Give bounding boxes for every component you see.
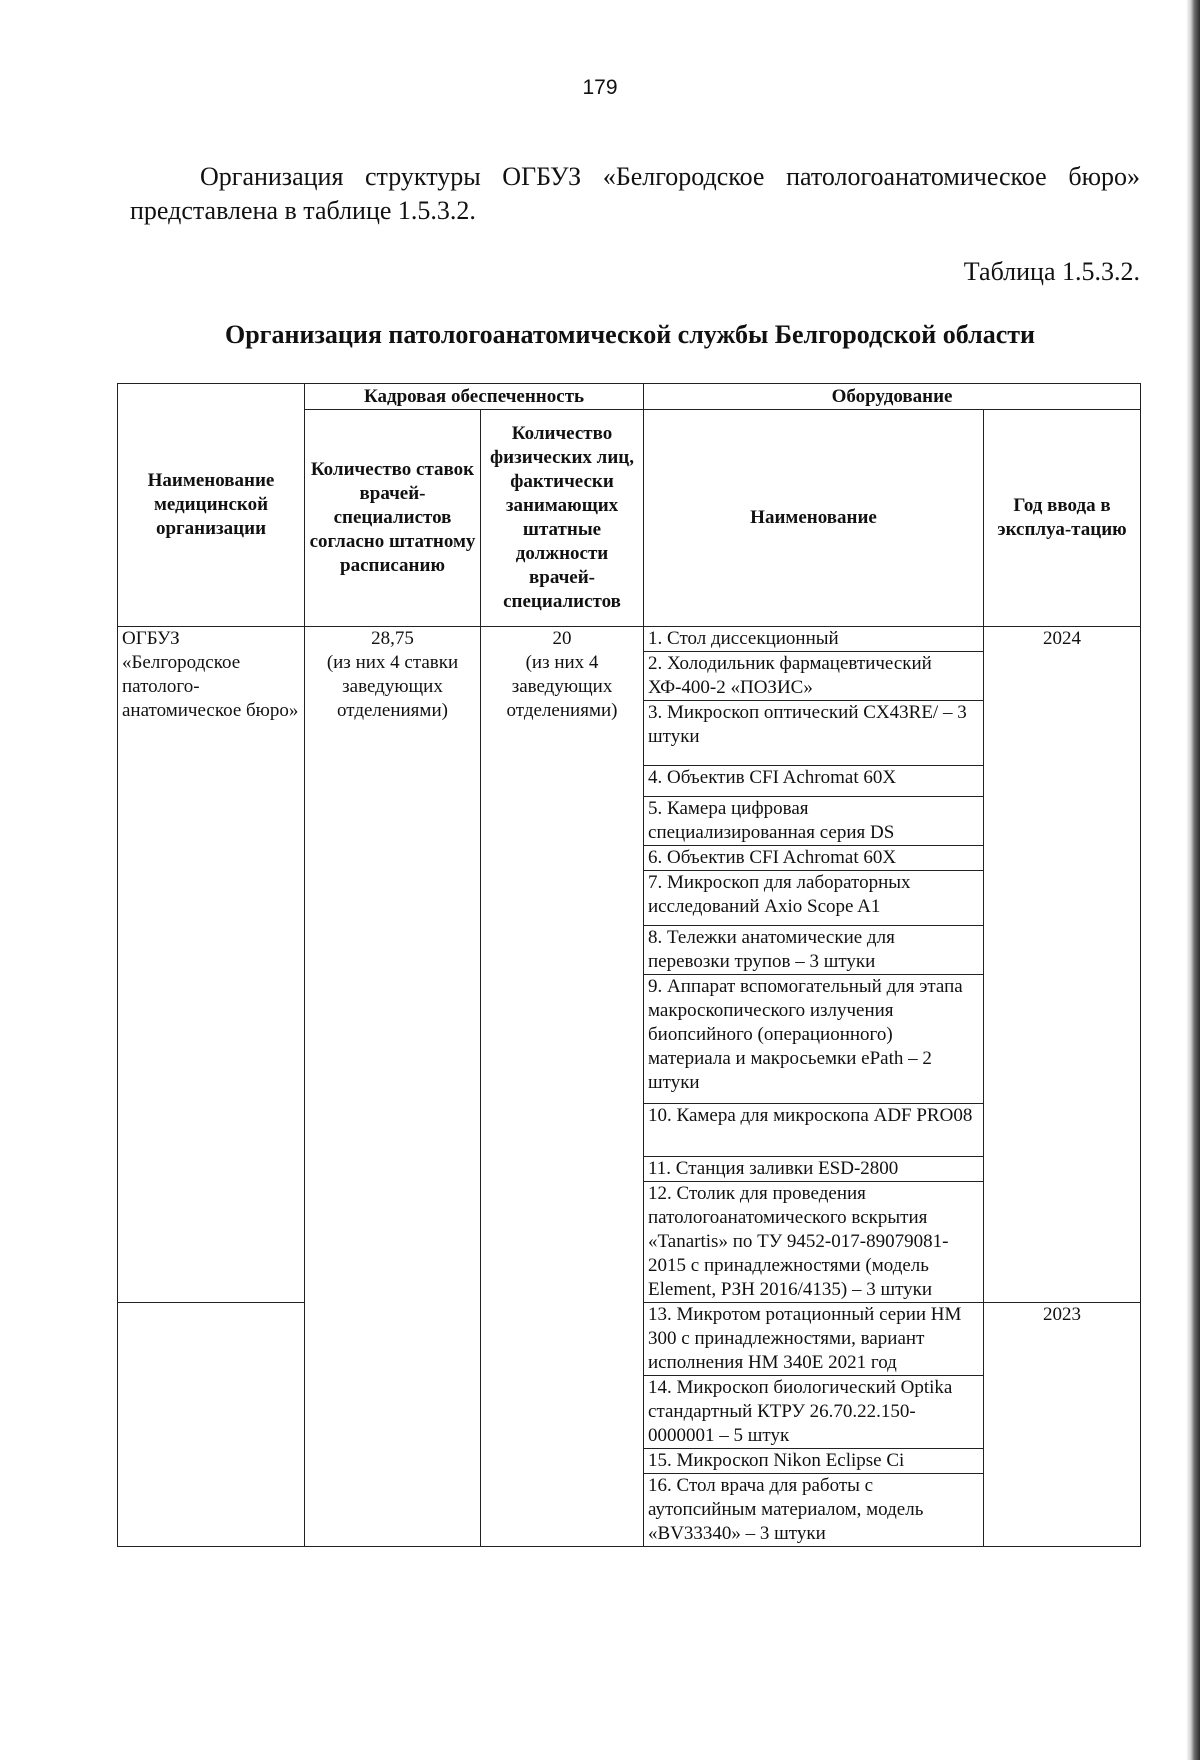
equipment-year-cell: 2024 bbox=[984, 627, 1141, 1303]
equipment-name-cell: 6. Объектив CFI Achromat 60X bbox=[644, 846, 984, 871]
equipment-name-cell: 8. Тележки анатомические для перевозки трупов – 3 штуки bbox=[644, 926, 984, 975]
org-name-continuation bbox=[118, 1303, 305, 1547]
equipment-name-cell: 9. Аппарат вспомогательный для этапа макроскопического излучения биопсийного (операционного) материала и макросьемки ePath – 2 штуки bbox=[644, 975, 984, 1104]
header-staffing: Кадровая обеспеченность bbox=[305, 384, 644, 410]
equipment-name-cell: 1. Стол диссекционный bbox=[644, 627, 984, 652]
organization-table bbox=[117, 383, 1141, 1547]
equipment-name-cell: 11. Станция заливки ESD-2800 bbox=[644, 1157, 984, 1182]
table-caption: Таблица 1.5.3.2. bbox=[963, 257, 1140, 286]
header-equipment: Оборудование bbox=[644, 384, 1141, 410]
positions-value: 28,75 bbox=[371, 628, 414, 649]
equipment-name-cell: 10. Камера для микроскопа ADF PRO08 bbox=[644, 1104, 984, 1157]
header-equipment-year: Год ввода в эксплуа-тацию bbox=[984, 410, 1141, 627]
equipment-name-cell: 4. Объектив CFI Achromat 60X bbox=[644, 766, 984, 797]
persons-cell bbox=[481, 627, 644, 1547]
header-row-1 bbox=[118, 384, 1141, 410]
org-name-cell: ОГБУЗ «Белгородское патолого-анатомическое бюро» bbox=[118, 627, 305, 1303]
persons-note: (из них 4 заведующих отделениями) bbox=[506, 652, 618, 721]
equipment-name-cell: 14. Микроскоп биологический Optika стандартный КТРУ 26.70.22.150-0000001 – 5 штук bbox=[644, 1376, 984, 1449]
scan-edge bbox=[1186, 0, 1200, 1760]
equipment-name-cell: 2. Холодильник фармацевтический ХФ-400-2 «ПОЗИС» bbox=[644, 652, 984, 701]
equipment-name-cell: 15. Микроскоп Nikon Eclipse Ci bbox=[644, 1449, 984, 1474]
intro-paragraph: Организация структуры ОГБУЗ «Белгородское патологоанатомическое бюро» представлена в таблице 1.5.3.2. bbox=[130, 162, 1140, 225]
equipment-name-cell: 16. Стол врача для работы с аутопсийным материалом, модель «BV33340» – 3 штуки bbox=[644, 1474, 984, 1547]
positions-cell bbox=[305, 627, 481, 1547]
equipment-name-cell: 5. Камера цифровая специализированная серия DS bbox=[644, 797, 984, 846]
positions-note: (из них 4 ставки заведующих отделениями) bbox=[326, 652, 459, 721]
table-row bbox=[118, 627, 1141, 652]
equipment-year-cell: 2023 bbox=[984, 1303, 1141, 1547]
persons-value: 20 bbox=[552, 628, 572, 649]
equipment-name-cell: 7. Микроскоп для лабораторных исследований Axio Scope A1 bbox=[644, 871, 984, 926]
equipment-name-cell: 12. Столик для проведения патологоанатомического вскрытия «Tanartis» по ТУ 9452-017-89079081-2015 с принадлежностями (модель Element, РЗН 2016/4135) – 3 штуки bbox=[644, 1182, 984, 1303]
table-title: Организация патологоанатомической службы Белгородской области bbox=[225, 320, 1035, 349]
page-number: 179 bbox=[582, 76, 618, 99]
header-staff-persons: Количество физических лиц, фактически занимающих штатные должности врачей-специалистов bbox=[481, 410, 644, 627]
header-staff-positions: Количество ставок врачей-специалистов согласно штатному расписанию bbox=[305, 410, 481, 627]
equipment-name-cell: 3. Микроскоп оптический CX43RE/ – 3 штуки bbox=[644, 701, 984, 766]
header-org-name: Наименование медицинской организации bbox=[118, 384, 305, 627]
equipment-name-cell: 13. Микротом ротационный серии НМ 300 с принадлежностями, вариант исполнения НМ 340E 2021 год bbox=[644, 1303, 984, 1376]
header-equipment-name: Наименование bbox=[644, 410, 984, 627]
